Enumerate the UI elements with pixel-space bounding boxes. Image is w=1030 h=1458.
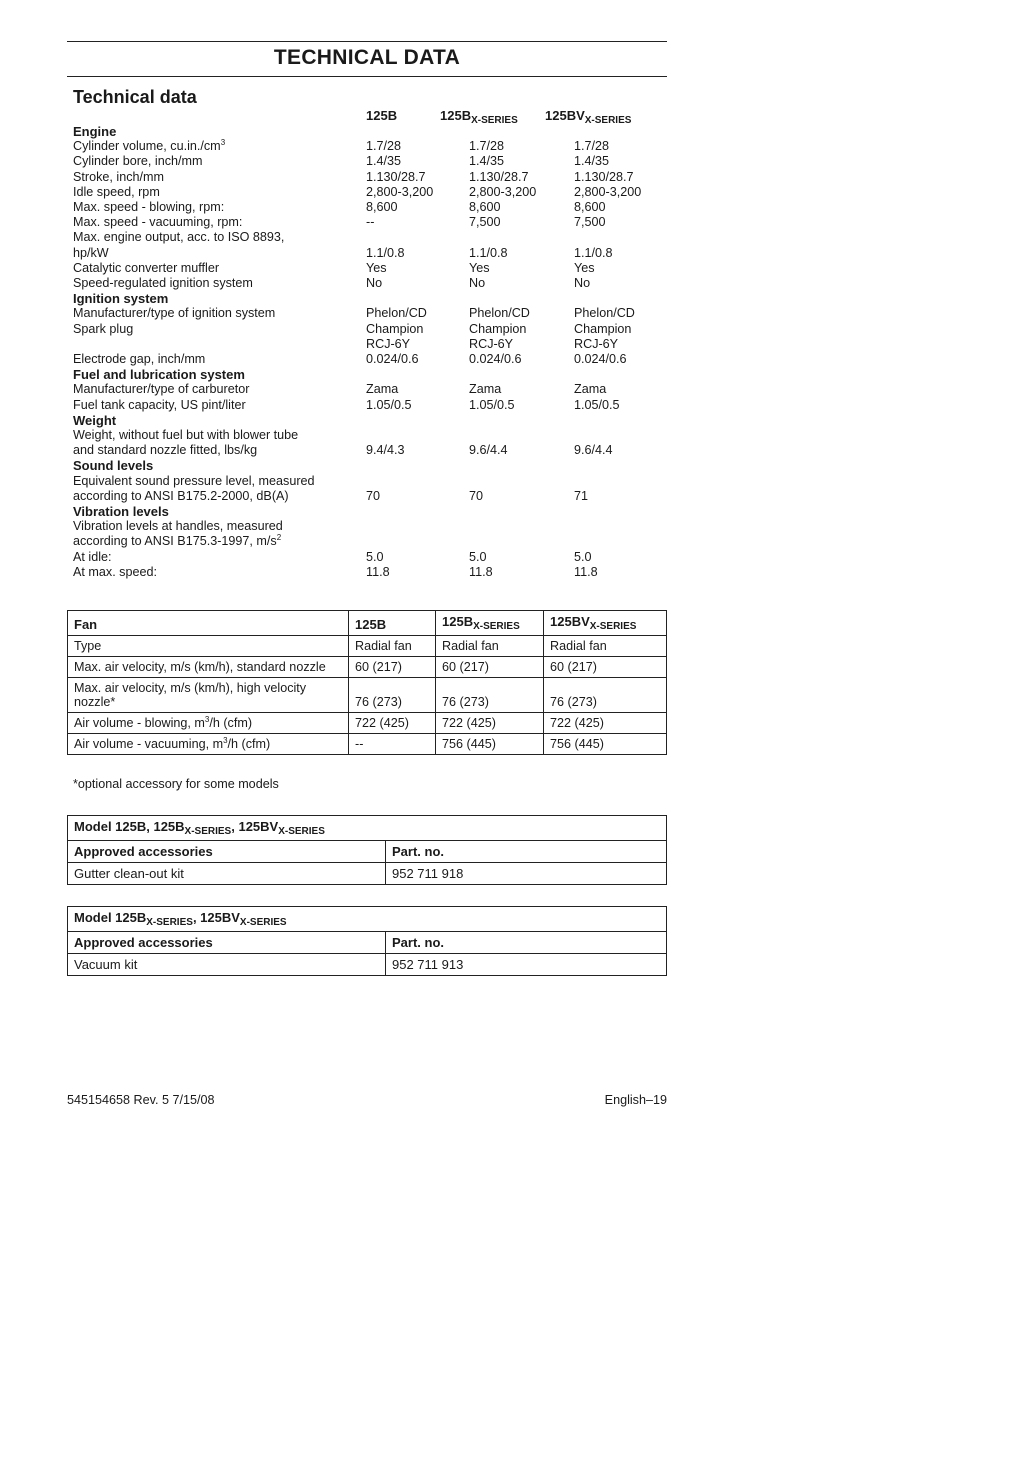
spec-row: [73, 230, 667, 245]
spec-value: --: [366, 215, 375, 230]
spec-row: [73, 550, 667, 565]
spec-row: [73, 154, 667, 169]
accessories-table-1: [67, 815, 667, 885]
accessory-name: Gutter clean-out kit: [68, 863, 386, 885]
spec-label: Engine: [73, 124, 117, 139]
spec-row: [73, 398, 667, 413]
spec-value: Phelon/CD: [469, 306, 530, 321]
spec-value: RCJ-6Y: [574, 336, 619, 351]
spec-value: No: [574, 276, 591, 291]
spec-value: Champion: [574, 321, 632, 336]
spec-label: Vibration levels at handles, measured: [73, 519, 283, 534]
spec-label: [73, 337, 365, 352]
spec-row: [73, 519, 667, 534]
fan-value: 60 (217): [544, 657, 667, 678]
column-header-125b-x-series: $125B_{X-SERIES}$: [440, 108, 518, 126]
accessories-table-2: [67, 906, 667, 976]
spec-group-heading: [73, 458, 667, 473]
spec-label: Max. engine output, acc. to ISO 8893,: [73, 230, 285, 245]
spec-value: 1.05/0.5: [366, 397, 412, 412]
spec-group-heading: [73, 367, 667, 382]
fan-value: 76 (273): [544, 678, 667, 713]
table-row: [68, 954, 667, 976]
spec-value: 70: [469, 488, 484, 503]
spec-label: Manufacturer/type of ignition system: [73, 306, 276, 321]
table-row: [68, 734, 667, 755]
spec-value: 9.4/4.3: [366, 443, 405, 458]
spec-label: Manufacturer/type of carburetor: [73, 382, 250, 397]
spec-value: Champion: [366, 321, 424, 336]
accessories-col-header: Approved accessories: [68, 841, 386, 863]
spec-row: [73, 443, 667, 458]
fan-value: 76 (273): [436, 678, 544, 713]
accessories-col-header: Approved accessories: [68, 932, 386, 954]
spec-value: 70: [366, 488, 381, 503]
spec-value: 0.024/0.6: [366, 352, 419, 367]
spec-row: [73, 474, 667, 489]
fan-header-125b-x-series: $125B_{X-SERIES}$: [436, 611, 544, 636]
fan-value: 60 (217): [349, 657, 436, 678]
table-row: [68, 863, 667, 885]
page-title: TECHNICAL DATA: [273, 46, 461, 69]
fan-header-125bv-x-series: $125BV_{X-SERIES}$: [544, 611, 667, 636]
spec-value: 1.130/28.7: [469, 169, 529, 184]
spec-label: At max. speed:: [73, 564, 157, 579]
spec-value: 1.7/28: [469, 139, 505, 154]
spec-value: 7,500: [469, 215, 501, 230]
spec-row: [73, 322, 667, 337]
fan-header-125b: 125B: [349, 611, 436, 636]
fan-row-label: Max. air velocity, m/s (km/h), high velocity nozzle*: [68, 678, 349, 713]
fan-value: 76 (273): [349, 678, 436, 713]
table-row: [68, 636, 667, 657]
spec-label: At idle:: [73, 549, 112, 564]
spec-row: [73, 489, 667, 504]
spec-group-heading: [73, 413, 667, 428]
spec-row: [73, 337, 667, 352]
fan-row-label: Type: [68, 636, 349, 657]
spec-row: [73, 200, 667, 215]
spec-label: Catalytic converter muffler: [73, 260, 220, 275]
spec-value: 2,800-3,200: [469, 184, 537, 199]
spec-value: Phelon/CD: [574, 306, 635, 321]
spec-row: [73, 428, 667, 443]
spec-value: Zama: [366, 382, 399, 397]
spec-row: [73, 534, 667, 549]
spec-label: Fuel and lubrication system: [73, 367, 245, 383]
spec-value: Champion: [469, 321, 527, 336]
top-rule: [67, 41, 667, 42]
spec-value: 7,500: [574, 215, 606, 230]
spec-row: [73, 276, 667, 291]
table-row: [68, 713, 667, 734]
section-title: Technical data: [73, 87, 197, 107]
spec-value: No: [469, 276, 486, 291]
spec-list: [73, 124, 667, 580]
fan-value: --: [349, 734, 436, 755]
spec-value: Zama: [574, 382, 607, 397]
spec-value: 5.0: [469, 549, 487, 564]
fan-value: 722 (425): [349, 713, 436, 734]
fan-table: [67, 610, 667, 755]
spec-row: [73, 261, 667, 276]
spec-label: Electrode gap, inch/mm: [73, 352, 206, 367]
spec-group-heading: [73, 504, 667, 519]
spec-value: Yes: [469, 260, 490, 275]
spec-row: [73, 185, 667, 200]
spec-label: Spark plug: [73, 321, 134, 336]
spec-value: 1.130/28.7: [574, 169, 634, 184]
spec-value: Phelon/CD: [366, 306, 427, 321]
spec-value: 2,800-3,200: [574, 184, 642, 199]
spec-value: 9.6/4.4: [574, 443, 613, 458]
fan-header-label: Fan: [68, 611, 349, 636]
spec-value: 1.1/0.8: [574, 245, 613, 260]
spec-label: Max. speed - blowing, rpm:: [73, 200, 225, 215]
spec-label: and standard nozzle fitted, lbs/kg: [73, 443, 258, 458]
spec-value: 0.024/0.6: [574, 352, 627, 367]
spec-value: 1.7/28: [574, 139, 610, 154]
document-number: 545154658 Rev. 5 7/15/08: [67, 1093, 215, 1107]
fan-value: 60 (217): [436, 657, 544, 678]
spec-label: Max. speed - vacuuming, rpm:: [73, 215, 243, 230]
spec-row: [73, 139, 667, 154]
spec-label: Equivalent sound pressure level, measured: [73, 473, 315, 488]
spec-value: RCJ-6Y: [366, 336, 411, 351]
spec-label: according to ANSI B175.2-2000, dB(A): [73, 488, 289, 503]
accessories-model-title: Model $125B_{X-SERIES}$, $125BV_{X-SERIES}$: [68, 907, 667, 932]
spec-value: 1.1/0.8: [469, 245, 508, 260]
fan-row-label: Air volume - vacuuming, $m^3/h$ (cfm): [68, 734, 349, 755]
table-row: [68, 678, 667, 713]
fan-value: 756 (445): [436, 734, 544, 755]
spec-value: 1.4/35: [574, 154, 610, 169]
spec-value: 11.8: [366, 564, 390, 579]
spec-value: 5.0: [366, 549, 384, 564]
spec-label: Weight, without fuel but with blower tube: [73, 428, 299, 443]
spec-value: 8,600: [366, 200, 398, 215]
spec-value: 11.8: [469, 564, 493, 579]
fan-footnote: *optional accessory for some models: [73, 777, 279, 791]
accessory-name: Vacuum kit: [68, 954, 386, 976]
spec-label: Fuel tank capacity, US pint/liter: [73, 397, 246, 412]
spec-row: [73, 246, 667, 261]
spec-value: 1.4/35: [366, 154, 402, 169]
spec-label: Idle speed, rpm: [73, 184, 160, 199]
spec-value: Zama: [469, 382, 502, 397]
title-rule: [67, 76, 667, 77]
spec-row: [73, 382, 667, 397]
spec-row: [73, 306, 667, 321]
spec-value: 5.0: [574, 549, 592, 564]
spec-value: 71: [574, 488, 589, 503]
column-header-125bv-x-series: $125BV_{X-SERIES}$: [545, 108, 632, 126]
spec-value: RCJ-6Y: [469, 336, 514, 351]
spec-group-heading: [73, 124, 667, 139]
accessories-model-title: Model 125B, $125B_{X-SERIES}$, $125BV_{X-SERIES}$: [68, 816, 667, 841]
spec-value: Yes: [366, 260, 387, 275]
spec-label: hp/kW: [73, 245, 109, 260]
spec-value: 11.8: [574, 564, 598, 579]
spec-value: 9.6/4.4: [469, 443, 508, 458]
part-number: 952 711 913: [386, 954, 667, 976]
fan-value: 722 (425): [544, 713, 667, 734]
fan-row-label: Max. air velocity, m/s (km/h), standard nozzle: [68, 657, 349, 678]
fan-value: 756 (445): [544, 734, 667, 755]
spec-row: [73, 565, 667, 580]
spec-row: [73, 352, 667, 367]
spec-label: Speed-regulated ignition system: [73, 276, 253, 291]
spec-value: 8,600: [469, 200, 501, 215]
spec-value: 2,800-3,200: [366, 184, 434, 199]
spec-value: Yes: [574, 260, 595, 275]
spec-value: 1.7/28: [366, 139, 402, 154]
spec-label: according to ANSI B175.3-1997, $m/s^2$: [73, 533, 282, 549]
fan-value: Radial fan: [544, 636, 667, 657]
spec-value: No: [366, 276, 383, 291]
fan-value: Radial fan: [349, 636, 436, 657]
spec-value: 1.4/35: [469, 154, 505, 169]
spec-label: Stroke, inch/mm: [73, 169, 164, 184]
spec-value: 1.1/0.8: [366, 245, 405, 260]
fan-value: 722 (425): [436, 713, 544, 734]
spec-label: Vibration levels: [73, 504, 169, 520]
spec-value: 1.130/28.7: [366, 169, 426, 184]
spec-group-heading: [73, 291, 667, 306]
spec-value: 1.05/0.5: [574, 397, 620, 412]
part-no-col-header: Part. no.: [386, 841, 667, 863]
spec-value: 8,600: [574, 200, 606, 215]
spec-label: Ignition system: [73, 291, 169, 307]
column-header-125b: 125B: [366, 108, 398, 123]
fan-row-label: Air volume - blowing, $m^3/h$ (cfm): [68, 713, 349, 734]
page-number: English–19: [604, 1093, 667, 1107]
spec-row: [73, 170, 667, 185]
part-no-col-header: Part. no.: [386, 932, 667, 954]
spec-label: Sound levels: [73, 458, 154, 474]
spec-value: 0.024/0.6: [469, 352, 522, 367]
fan-table-header: [68, 611, 667, 636]
spec-label: Weight: [73, 412, 117, 428]
spec-label: Cylinder volume, $cu.in./cm^3$: [73, 138, 226, 154]
table-row: [68, 657, 667, 678]
spec-value: 1.05/0.5: [469, 397, 515, 412]
part-number: 952 711 918: [386, 863, 667, 885]
spec-row: [73, 215, 667, 230]
fan-value: Radial fan: [436, 636, 544, 657]
spec-label: Cylinder bore, inch/mm: [73, 154, 203, 169]
